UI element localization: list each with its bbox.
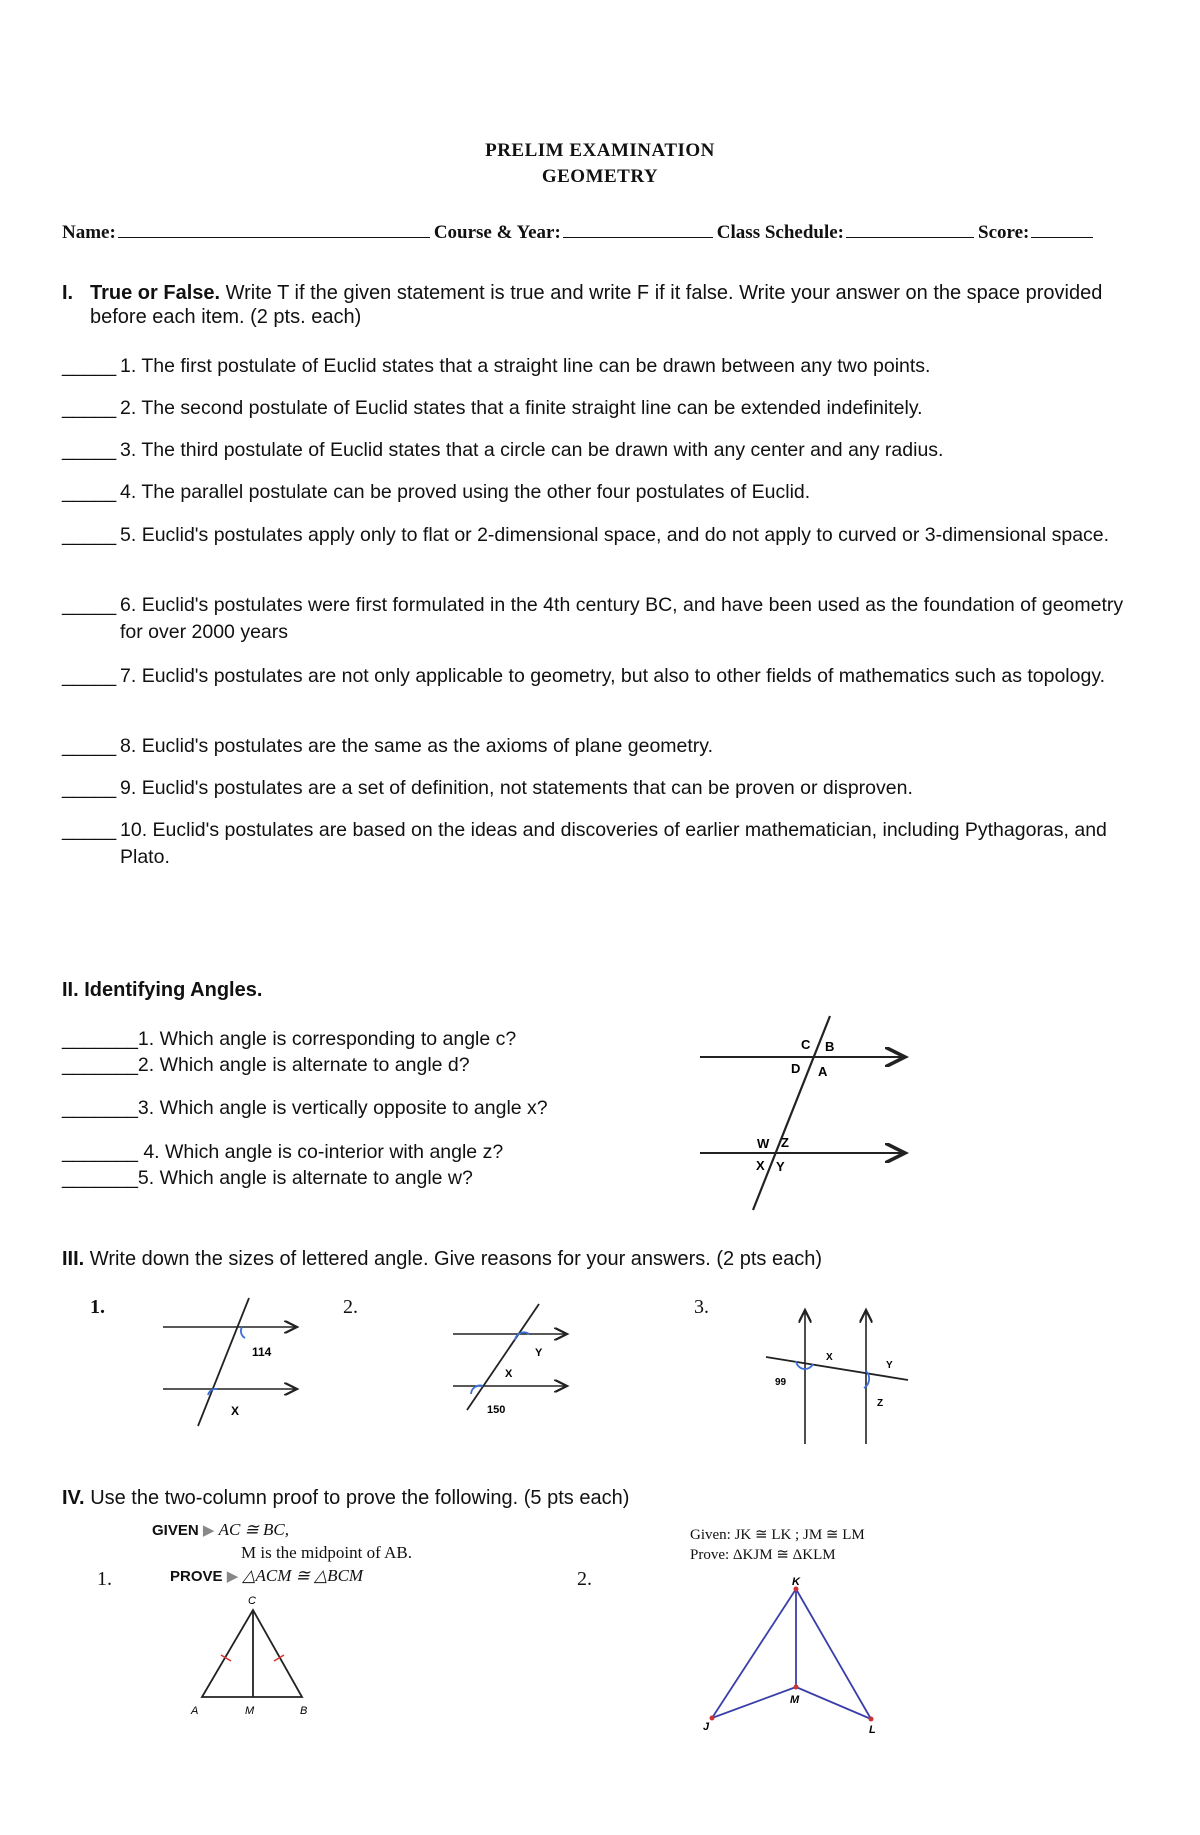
given-line2: M is the midpoint of AB. [241,1543,412,1562]
problem-number: 1. [97,1568,112,1590]
tf-item [62,437,1142,464]
tf-item [62,522,1142,549]
answer-blank[interactable]: _____ [62,777,117,799]
given-angle-150: 150 [487,1404,506,1416]
arrow-icon: ▶ [202,1522,215,1539]
problem-number: 2. [343,1296,358,1318]
label-b: B [825,1039,835,1054]
vertex-b: B [300,1705,308,1717]
vertex-m: M [245,1705,255,1717]
answer-blank[interactable]: _____ [62,481,117,503]
vertex-m: M [790,1694,800,1706]
tf-item [62,733,1142,760]
label-c: C [801,1037,811,1052]
answer-blank[interactable]: _____ [62,355,117,377]
part1-numeral: I. [62,282,74,304]
vertex-c: C [248,1595,256,1607]
angle-question: _______5. Which angle is alternate to angle w? [62,1167,473,1189]
vertex-a: A [191,1705,199,1717]
tf-item [62,395,1142,422]
arrow-icon: ▶ [226,1568,239,1585]
label-x: X [756,1158,765,1173]
angle-problem-1-figure [155,1290,315,1430]
course-label: Course & Year: [433,222,561,243]
schedule-label: Class Schedule: [716,222,845,243]
tf-item [62,353,1142,380]
item-number: 2. [120,397,137,419]
problem-number: 3. [694,1296,709,1318]
part3-instructions [62,1247,822,1271]
part4-instructions [62,1486,629,1510]
item-number: 7. [120,665,137,687]
angle-problem-3-figure [760,1300,920,1450]
part3-numeral: III. [62,1248,85,1270]
answer-blank[interactable]: _____ [62,819,117,841]
part2-title: Identifying Angles. [84,979,263,1001]
student-info-row [62,219,1154,244]
label-d: D [791,1061,801,1076]
item-number: 1. [120,355,137,377]
tf-item [62,592,1142,646]
tf-item [62,817,1142,871]
item-text: Euclid's postulates are not only applicable to geometry, but also to other fields of mathematics such as topology. [141,665,1106,687]
parallel-lines-figure [690,1010,920,1220]
exam-title: PRELIM EXAMINATION [485,140,715,161]
angle-question: _______ 4. Which angle is co-interior with angle z? [62,1141,504,1163]
item-number: 4. [120,481,137,503]
item-number: 6. [120,594,137,616]
tf-item [62,479,1142,506]
unknown-angle-y: Y [886,1360,893,1371]
course-field[interactable] [563,219,713,238]
kite-jklm-figure [695,1575,890,1740]
unknown-angle-x: X [826,1352,833,1363]
item-text: The third postulate of Euclid states that a circle can be drawn with any center and any radius. [141,439,944,461]
angle-question: _______3. Which angle is vertically opposite to angle x? [62,1097,548,1119]
item-text: Euclid's postulates apply only to flat or 2-dimensional space, and do not apply to curved or 3-dimensional space. [141,524,1110,546]
item-text: Euclid's postulates are based on the ideas and discoveries of earlier mathematician, including Pythagoras, and Plato. [120,819,1107,868]
label-y: Y [776,1159,785,1174]
item-number: 10. [120,819,148,841]
part3-instructions-text: Write down the sizes of lettered angle. Give reasons for your answers. (2 pts each) [89,1248,822,1270]
part1-instructions [62,281,1122,329]
item-text: The first postulate of Euclid states that a straight line can be drawn between any two points. [141,355,931,377]
answer-blank[interactable]: _____ [62,665,117,687]
part2-heading [62,978,262,1002]
score-field[interactable] [1031,219,1093,238]
part2-numeral: II. [62,979,79,1001]
given-angle-99: 99 [775,1377,787,1388]
item-text: Euclid's postulates are the same as the axioms of plane geometry. [141,735,714,757]
schedule-field[interactable] [846,219,974,238]
tf-item [62,663,1142,690]
answer-blank[interactable]: _____ [62,524,117,546]
angle-question: _______1. Which angle is corresponding to angle c? [62,1028,517,1050]
answer-blank[interactable]: _____ [62,735,117,757]
exam-subject: GEOMETRY [541,166,659,187]
given-statement: AC ≅ BC, [218,1520,290,1539]
item-number: 3. [120,439,137,461]
label-w: W [757,1136,770,1151]
item-number: 5. [120,524,137,546]
answer-blank[interactable]: _____ [62,594,117,616]
part4-instructions-text: Use the two-column proof to prove the following. (5 pts each) [90,1487,630,1509]
vertex-j: J [703,1721,710,1733]
proof2-given: Given: JK ≅ LK ; JM ≅ LM [690,1527,865,1543]
angle-problem-2-figure [445,1290,585,1420]
vertex-l: L [869,1724,876,1736]
item-text: Euclid's postulates were first formulated in the 4th century BC, and have been used as the foundation of geometry for over 2000 years [120,594,1124,643]
problem-number: 2. [577,1568,592,1590]
unknown-angle-y: Y [535,1347,543,1359]
unknown-angle-z: Z [877,1398,884,1409]
item-number: 8. [120,735,137,757]
problem-number: 1. [90,1296,105,1318]
angle-question: _______2. Which angle is alternate to angle d? [62,1054,470,1076]
proof1-prove [170,1566,363,1586]
item-text: Euclid's postulates are a set of definition, not statements that can be proven or disproven. [141,777,913,799]
given-angle-114: 114 [252,1345,272,1359]
given-label: GIVEN [152,1522,199,1539]
prove-label: PROVE [170,1568,223,1585]
vertex-k: K [792,1576,800,1588]
score-label: Score: [978,222,1030,243]
name-field[interactable] [118,219,430,238]
prove-statement: △ACM ≅ △BCM [242,1566,364,1585]
item-text: The second postulate of Euclid states that a finite straight line can be extended indefinitely. [141,397,923,419]
label-z: Z [781,1135,789,1150]
part4-numeral: IV. [62,1487,85,1509]
tf-item [62,775,1142,802]
unknown-angle-x: X [505,1368,513,1380]
proof2-prove: Prove: ΔKJM ≅ ΔKLM [690,1547,836,1563]
part1-heading: True or False. [90,282,221,304]
label-a: A [818,1064,828,1079]
triangle-acb-figure [185,1590,320,1720]
part1-instructions-text: Write T if the given statement is true and write F if it false. Write your answer on the space provided before each item. (2 pts. each) [90,282,1103,328]
name-label: Name: [62,222,116,243]
item-text: The parallel postulate can be proved using the other four postulates of Euclid. [141,481,811,503]
proof1-given [152,1520,289,1540]
unknown-angle-x: X [231,1404,240,1418]
item-number: 9. [120,777,137,799]
transversal-line [753,1016,830,1210]
answer-blank[interactable]: _____ [62,439,117,461]
answer-blank[interactable]: _____ [62,397,117,419]
